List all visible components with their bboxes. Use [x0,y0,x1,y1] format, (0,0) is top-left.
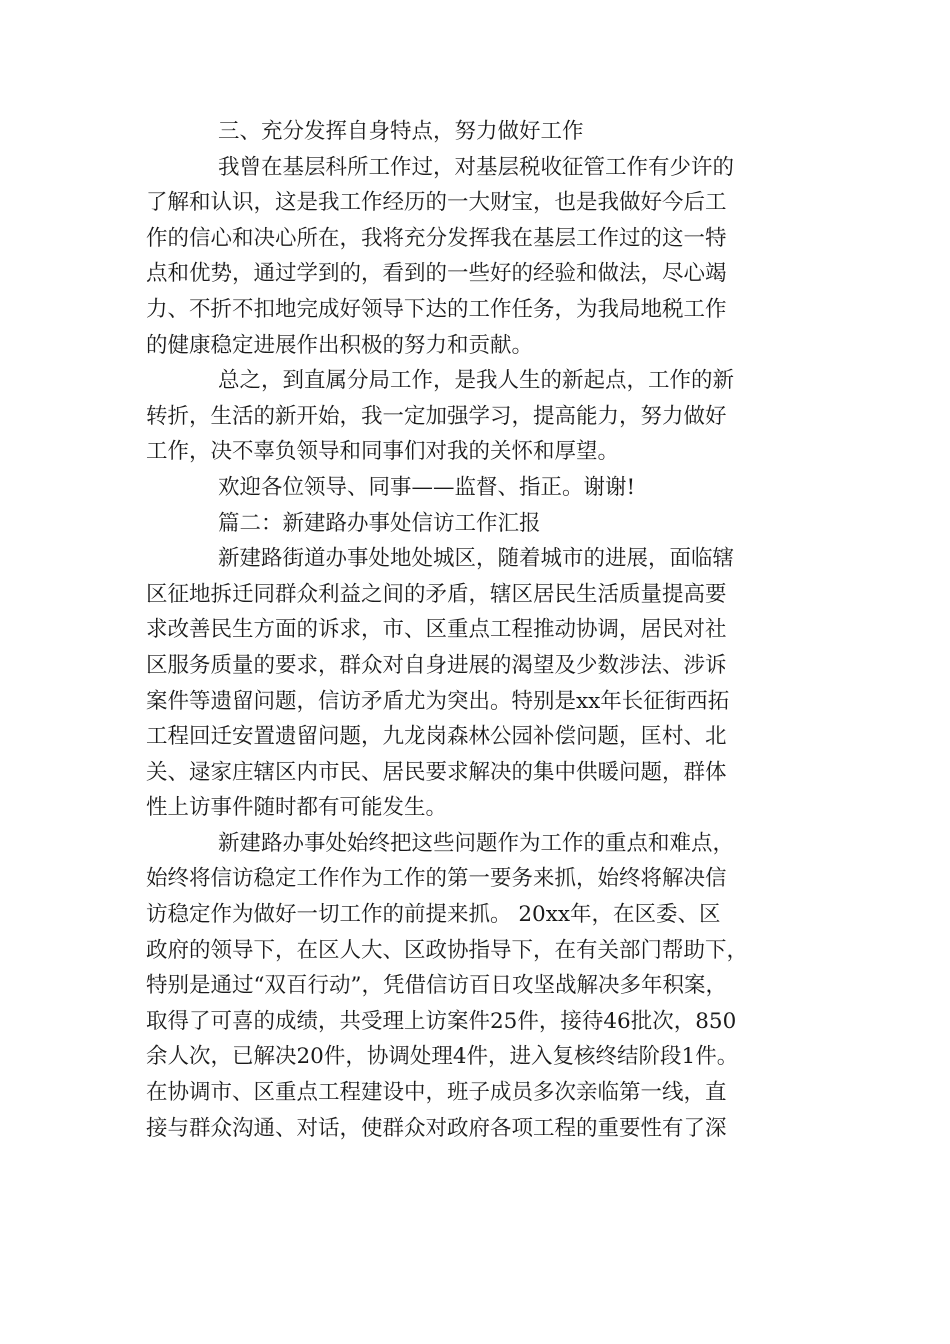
text-line: 关、逯家庄辖区内市民、居民要求解决的集中供暖问题，群体 [146,759,727,785]
text-line: 余人次，已解决20件，协调处理4件，进入复核终结阶段1件。 [146,1044,739,1070]
text-line: 求改善民生方面的诉求，市、区重点工程推动协调，居民对社 [146,617,727,643]
text-line: 工程回迁安置遗留问题，九龙岗森林公园补偿问题，匡村、北 [146,724,727,750]
text-line: 新建路办事处始终把这些问题作为工作的重点和难点， [218,830,735,856]
document-body [146,114,806,1146]
text-line: 点和优势，通过学到的，看到的一些好的经验和做法，尽心竭 [146,261,727,287]
text-line: 接与群众沟通、对话，使群众对政府各项工程的重要性有了深 [146,1115,727,1141]
text-line: 新建路街道办事处地处城区，随着城市的进展，面临辖 [218,546,735,572]
text-line: 始终将信访稳定工作作为工作的第一要务来抓，始终将解决信 [146,866,727,892]
text-line: 区征地拆迁同群众利益之间的矛盾，辖区居民生活质量提高要 [146,581,727,607]
text-line: 了解和认识，这是我工作经历的一大财宝，也是我做好今后工 [146,190,727,216]
text-line: 力、不折不扣地完成好领导下达的工作任务，为我局地税工作 [146,296,727,322]
text-line: 篇二：新建路办事处信访工作汇报 [218,510,541,536]
text-line: 取得了可喜的成绩，共受理上访案件25件，接待46批次，850 [146,1008,737,1034]
text-line: 的健康稳定进展作出积极的努力和贡献。 [146,332,534,358]
text-line: 特别是通过“双百行动”，凭借信访百日攻坚战解决多年积案， [146,973,727,999]
text-line: 性上访事件随时都有可能发生。 [146,795,448,821]
text-line: 在协调市、区重点工程建设中，班子成员多次亲临第一线，直 [146,1080,727,1106]
text-line: 访稳定作为做好一切工作的前提来抓。 20xx年，在区委、区 [146,902,721,928]
text-line: 工作，决不辜负领导和同事们对我的关怀和厚望。 [146,439,620,465]
text-line: 我曾在基层科所工作过，对基层税收征管工作有少许的 [218,154,735,180]
text-line: 政府的领导下，在区人大、区政协指导下，在有关部门帮助下， [146,937,749,963]
text-line: 三、充分发挥自身特点，努力做好工作 [218,119,584,144]
text-line: 区服务质量的要求，群众对自身进展的渴望及少数涉法、涉诉 [146,652,727,678]
text-line: 案件等遗留问题，信访矛盾尤为突出。特别是xx年长征街西拓 [146,688,730,714]
text-line: 作的信心和决心所在，我将充分发挥我在基层工作过的这一特 [146,225,727,251]
text-line: 转折，生活的新开始，我一定加强学习，提高能力，努力做好 [146,403,727,429]
text-line: 总之，到直属分局工作，是我人生的新起点，工作的新 [218,368,735,394]
text-line: 欢迎各位领导、同事——监督、指正。谢谢! [218,474,636,500]
